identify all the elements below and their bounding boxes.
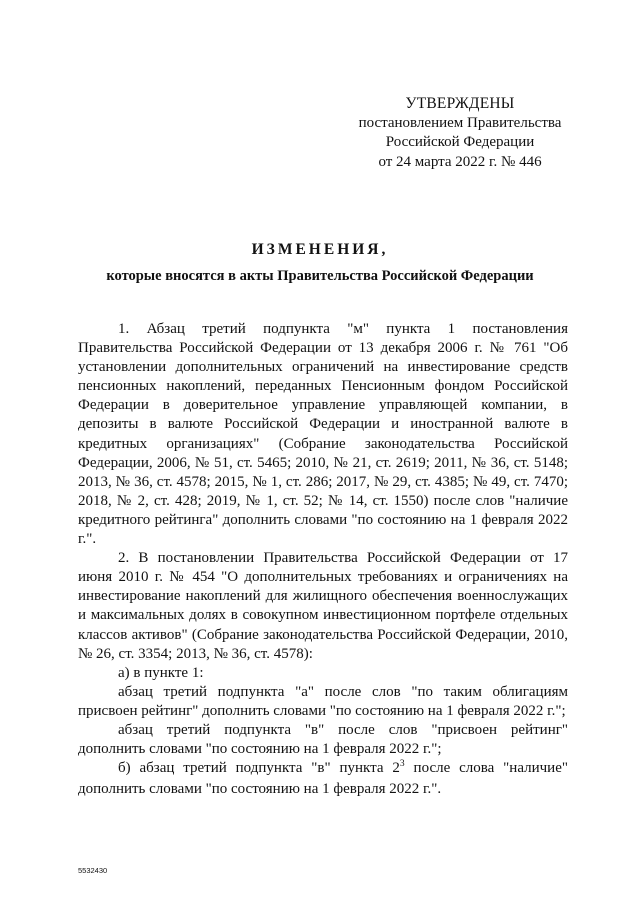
approval-line-2: Российской Федерации bbox=[385, 134, 535, 150]
paragraph-2: 2. В постановлении Правительства Российской Федерации от 17 июня 2010 г. № 454 "О дополнительных требованиях и ограничениях на инвестирование накоплений для жилищного обеспечения военнослужащих и максимальных долях в совокупном инвестиционном портфеле отдельных классов активов" (Собрание законодательства Российской Федерации, 2010, № 26, ст. 3354; 2013, № 36, ст. 4578): bbox=[78, 550, 568, 662]
paragraph-6 bbox=[78, 759, 568, 799]
document-body bbox=[78, 320, 568, 799]
paragraph-6-text-end: после слова "наличие" дополнить словами "по состоянию на 1 февраля 2022 г.". bbox=[78, 760, 568, 798]
paragraph-5: абзац третий подпункта "в" после слов "присвоен рейтинг" дополнить словами "по состоянию на 1 февраля 2022 г."; bbox=[78, 721, 568, 758]
document-subtitle: которые вносятся в акты Правительства Российской Федерации bbox=[106, 268, 534, 284]
approval-line-1: постановлением Правительства bbox=[358, 114, 562, 131]
paragraph-3: а) в пункте 1: bbox=[118, 664, 204, 681]
paragraph-1: 1. Абзац третий подпункта "м" пункта 1 постановления Правительства Российской Федерации от 13 декабря 2006 г. № 761 "Об установлении дополнительных ограничений на инвестирование средств пенсионных накоплений, переданных Пенсионным фондом Российской Федерации в доверительное управление управляющей компании, в депозиты в валюте Российской Федерации и иностранной валюте в кредитных организациях" (Собрание законодательства Российской Федерации, 2006, № 51, ст. 5465; 2010, № 21, ст. 2619; 2011, № 36, ст. 5148; 2013, № 36, ст. 4578; 2015, № 1, ст. 286; 2017, № 29, ст. 4385; № 49, ст. 7470; 2018, № 2, ст. 428; 2019, № 1, ст. 52; № 14, ст. 1550) после слов "наличие кредитного рейтинга" дополнить словами "по состоянию на 1 февраля 2022 г.". bbox=[78, 321, 568, 548]
approval-heading: УТВЕРЖДЕНЫ bbox=[405, 95, 515, 112]
paragraph-6-text-start: б) абзац третий подпункта "в" пункта 2 bbox=[118, 760, 400, 777]
superscript-3: 3 bbox=[399, 759, 405, 770]
approval-block bbox=[340, 94, 580, 172]
document-title: ИЗМЕНЕНИЯ, bbox=[251, 241, 389, 258]
paragraph-4: абзац третий подпункта "а" после слов "по таким облигациям присвоен рейтинг" дополнить словами "по состоянию на 1 февраля 2022 г."; bbox=[78, 683, 568, 719]
approval-line-3: от 24 марта 2022 г. № 446 bbox=[378, 153, 542, 170]
footer-code: 5532430 bbox=[78, 866, 108, 875]
